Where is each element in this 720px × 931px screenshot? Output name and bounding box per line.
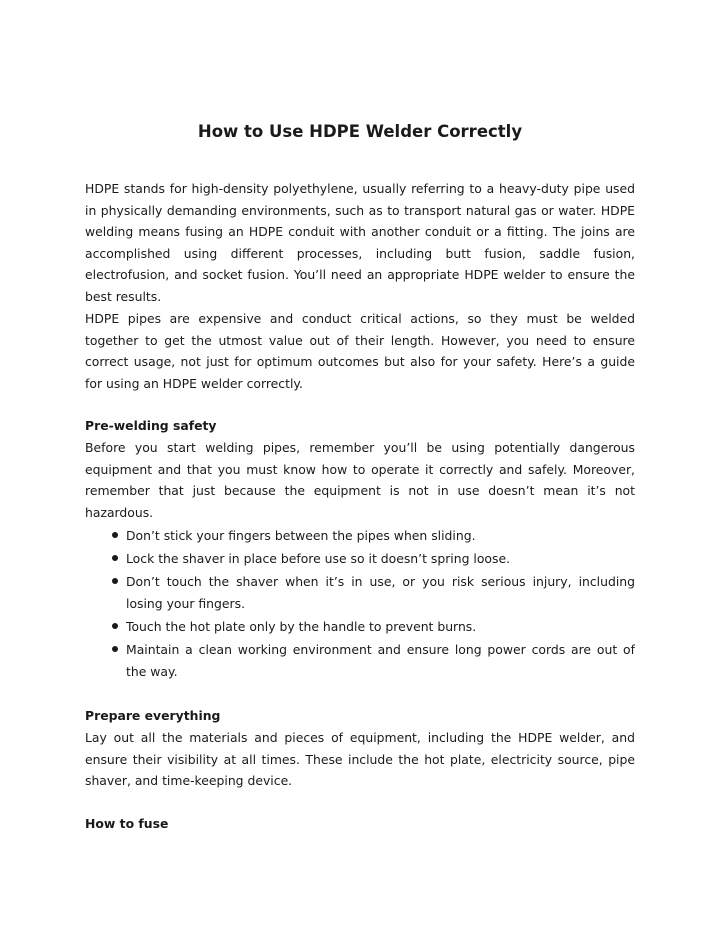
section-body-prepare-everything: Lay out all the materials and pieces of equipment, including the HDPE welder, and ensure their visibility at all times. These include the hot plate, electricity source, pipe shaver, and time-keeping device.	[85, 730, 635, 789]
list-item	[85, 548, 635, 570]
list-item	[85, 639, 635, 682]
section-heading-pre-welding-safety: Pre-welding safety	[85, 418, 217, 433]
list-item	[85, 525, 635, 547]
bullet-icon	[112, 623, 118, 629]
bullet-icon	[112, 532, 118, 538]
safety-bullet-list	[85, 525, 635, 684]
list-item-text: Touch the hot plate only by the handle to prevent burns.	[126, 619, 477, 635]
section-heading-how-to-fuse: How to fuse	[85, 816, 169, 831]
document-title: How to Use HDPE Welder Correctly	[197, 122, 523, 141]
bullet-icon	[112, 578, 118, 584]
intro-paragraph-1: HDPE stands for high-density polyethylene, usually referring to a heavy-duty pipe used in physically demanding environments, such as to transport natural gas or water. HDPE welding means fusing an HDPE conduit with another conduit or a fitting. The joins are accomplished using different processes, including butt fusion, saddle fusion, electrofusion, and socket fusion. You’ll need an appropriate HDPE welder to ensure the best results.	[85, 181, 635, 304]
list-item-text: Don’t stick your fingers between the pipes when sliding.	[126, 528, 476, 543]
list-item	[85, 616, 635, 638]
list-item-text: Lock the shaver in place before use so it doesn’t spring loose.	[126, 551, 511, 567]
list-item-text: Don’t touch the shaver when it’s in use, or you risk serious injury, including losing your fingers.	[126, 574, 635, 611]
list-item	[85, 571, 635, 614]
section-heading-prepare-everything: Prepare everything	[85, 708, 221, 723]
bullet-icon	[112, 646, 118, 652]
intro-paragraph-2: HDPE pipes are expensive and conduct critical actions, so they must be welded together to get the utmost value out of their length. However, you need to ensure correct usage, not just for optimum outcomes but also for your safety. Here’s a guide for using an HDPE welder correctly.	[85, 311, 635, 391]
list-item-text: Maintain a clean working environment and ensure long power cords are out of the way.	[126, 642, 635, 679]
section-body-pre-welding-safety: Before you start welding pipes, remember you’ll be using potentially dangerous equipment and that you must know how to operate it correctly and safely. Moreover, remember that just because the equipment is not in use doesn’t mean it’s not hazardous.	[85, 440, 635, 520]
bullet-icon	[112, 555, 118, 561]
